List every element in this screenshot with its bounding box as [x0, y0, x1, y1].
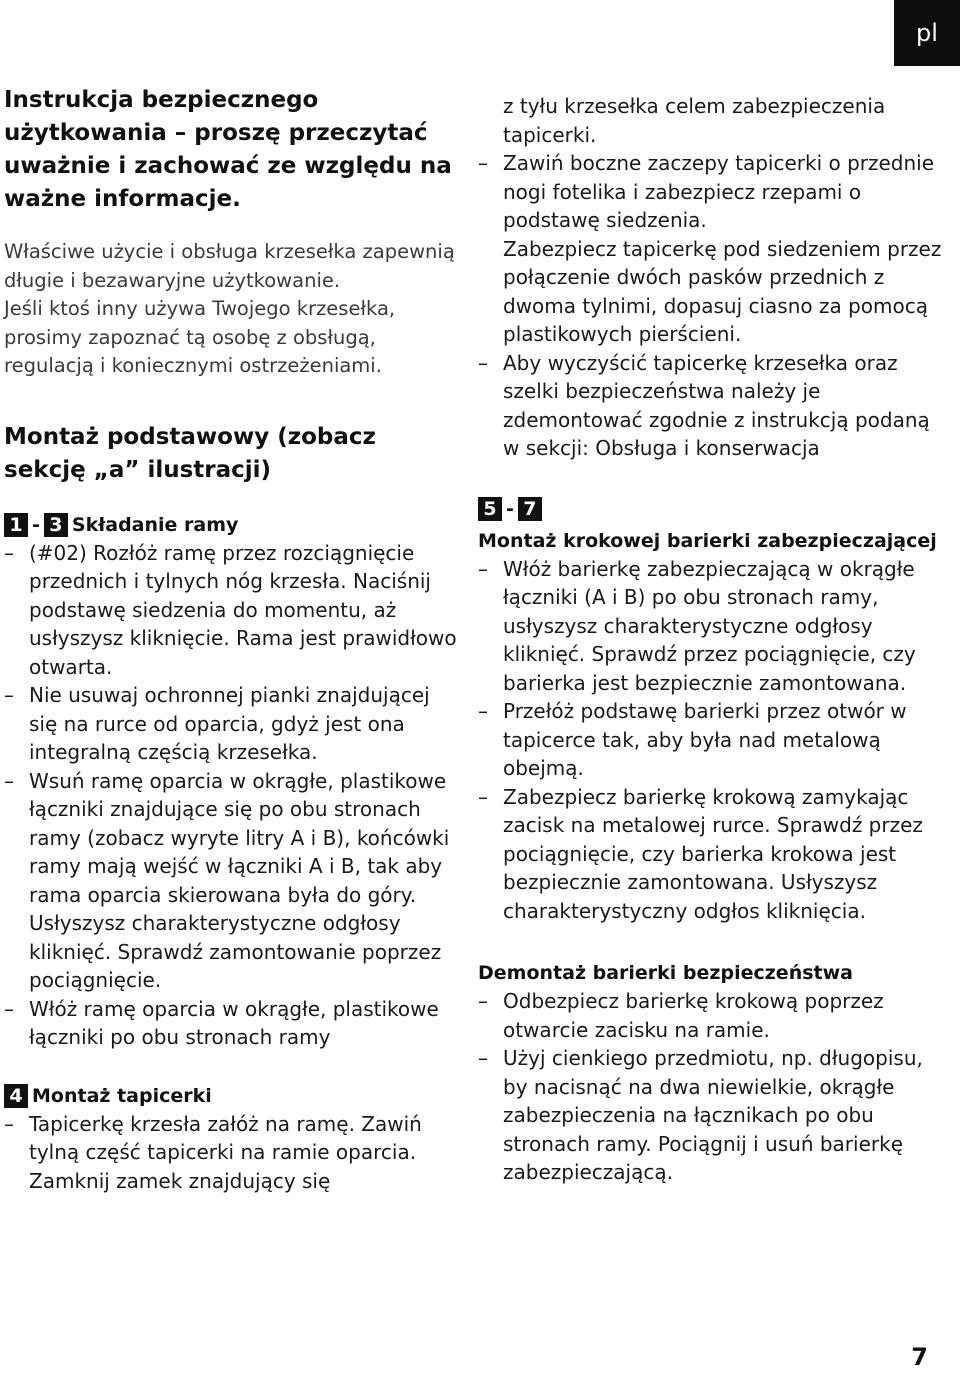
removal-steps-list — [478, 987, 948, 1187]
list-item: – Przełóż podstawę barierki przez otwór w tapicerce tak, aby była nad metalową obejmą. — [478, 697, 948, 783]
frame-section-heading — [4, 511, 462, 539]
upholstery-fastening-paragraph: Zabezpiecz tapicerkę pod siedzeniem przez połączenie dwóch pasków przednich z dwoma tylnimi, dopasuj ciasno za pomocą plastikowych pierścieni. — [503, 236, 942, 346]
list-item: – Zabezpiecz barierkę krokową zamykając zacisk na metalowej rurce. Sprawdź przez pociągnięcie, czy barierka krokowa jest bezpiecznie zamontowana. Usłyszysz charakterystyczny odgłos kliknięcia. — [478, 783, 948, 926]
step-range-separator: - — [506, 497, 514, 520]
barrier-section-heading — [478, 495, 948, 555]
upholstery-section-heading — [4, 1082, 462, 1110]
frame-section-title: Składanie ramy — [71, 513, 239, 536]
list-item: – (#02) Rozłóż ramę przez rozciągnięcie przednich i tylnych nóg krzesła. Naciśnij podstawę siedzenia do momentu, aż usłyszysz kliknięcie. Rama jest prawidłowo otwarta. — [4, 539, 462, 682]
safety-heading: Instrukcja bezpiecznego użytkowania – proszę przeczytać uważnie i zachować ze względu na ważne informacje. — [4, 87, 452, 212]
assembly-heading: Montaż podstawowy (zobacz sekcję „a” ilustracji) — [4, 423, 376, 483]
step-range-separator: - — [32, 513, 40, 536]
list-item: – Wsuń ramę oparcia w okrągłe, plastikowe łączniki znajdujące się po obu stronach ramy (zobacz wyryte litry A i B), końcówki ramy mają wejść w łączniki A i B, tak aby rama oparcia skierowana była do góry. Usłyszysz charakterystyczne odgłosy kliknięć. Sprawdź zamontowanie poprzez pociągnięcie. — [4, 767, 462, 995]
page-number: 7 — [911, 1343, 928, 1371]
upholstery-steps-list — [4, 1110, 462, 1196]
step-number-badge: 7 — [518, 497, 542, 521]
list-item: – Tapicerkę krzesła załóż na ramę. Zawiń tylną część tapicerki na ramie oparcia. Zamknij zamek znajdujący się — [4, 1110, 462, 1196]
frame-steps-list — [4, 539, 462, 1052]
removal-section-heading: Demontaż barierki bezpieczeństwa — [478, 962, 853, 984]
step-number-badge: 3 — [44, 513, 68, 537]
step-number-badge: 4 — [4, 1084, 28, 1108]
left-column — [4, 84, 462, 1195]
step-number-badge: 5 — [478, 497, 502, 521]
right-column — [478, 92, 948, 1187]
list-item: – Odbezpiecz barierkę krokową poprzez otwarcie zacisku na ramie. — [478, 987, 948, 1044]
barrier-section-title: Montaż krokowej barierki zabezpieczającej — [478, 529, 937, 552]
intro-paragraph-1: Właściwe użycie i obsługa krzesełka zapewnią długie i bezawaryjne użytkowanie. — [4, 240, 455, 292]
barrier-steps-list — [478, 555, 948, 926]
list-item: – Zawiń boczne zaczepy tapicerki o przednie nogi fotelika i zabezpiecz rzepami o podstawę siedzenia. — [478, 149, 948, 235]
list-item: – Aby wyczyścić tapicerkę krzesełka oraz szelki bezpieczeństwa należy je zdemontować zgodnie z instrukcją podaną w sekcji: Obsługa i konserwacja — [478, 349, 948, 463]
continued-text: z tyłu krzesełka celem zabezpieczenia tapicerki. — [503, 94, 886, 147]
upholstery-continued-list — [478, 149, 948, 235]
intro-paragraph-2: Jeśli ktoś inny używa Twojego krzesełka, prosimy zapoznać tą osobę z obsługą, regulacją i koniecznymi ostrzeżeniami. — [4, 297, 396, 377]
upholstery-section-title: Montaż tapicerki — [32, 1084, 212, 1107]
list-item: – Nie usuwaj ochronnej pianki znajdującej się na rurce od oparcia, gdyż jest ona integralną częścią krzesełka. — [4, 681, 462, 767]
cleaning-list — [478, 349, 948, 463]
language-tab: pl — [894, 0, 960, 66]
list-item: – Włóż ramę oparcia w okrągłe, plastikowe łączniki po obu stronach ramy — [4, 995, 462, 1052]
list-item: – Użyj cienkiego przedmiotu, np. długopisu, by nacisnąć na dwa niewielkie, okrągłe zabezpieczenia na łącznikach po obu stronach ramy. Pociągnij i usuń barierkę zabezpieczającą. — [478, 1044, 948, 1187]
step-number-badge: 1 — [4, 513, 28, 537]
list-item: – Włóż barierkę zabezpieczającą w okrągłe łączniki (A i B) po obu stronach ramy, usłyszysz charakterystyczne odgłosy kliknięć. Sprawdź przez pociągnięcie, czy barierka jest bezpiecznie zamontowana. — [478, 555, 948, 698]
